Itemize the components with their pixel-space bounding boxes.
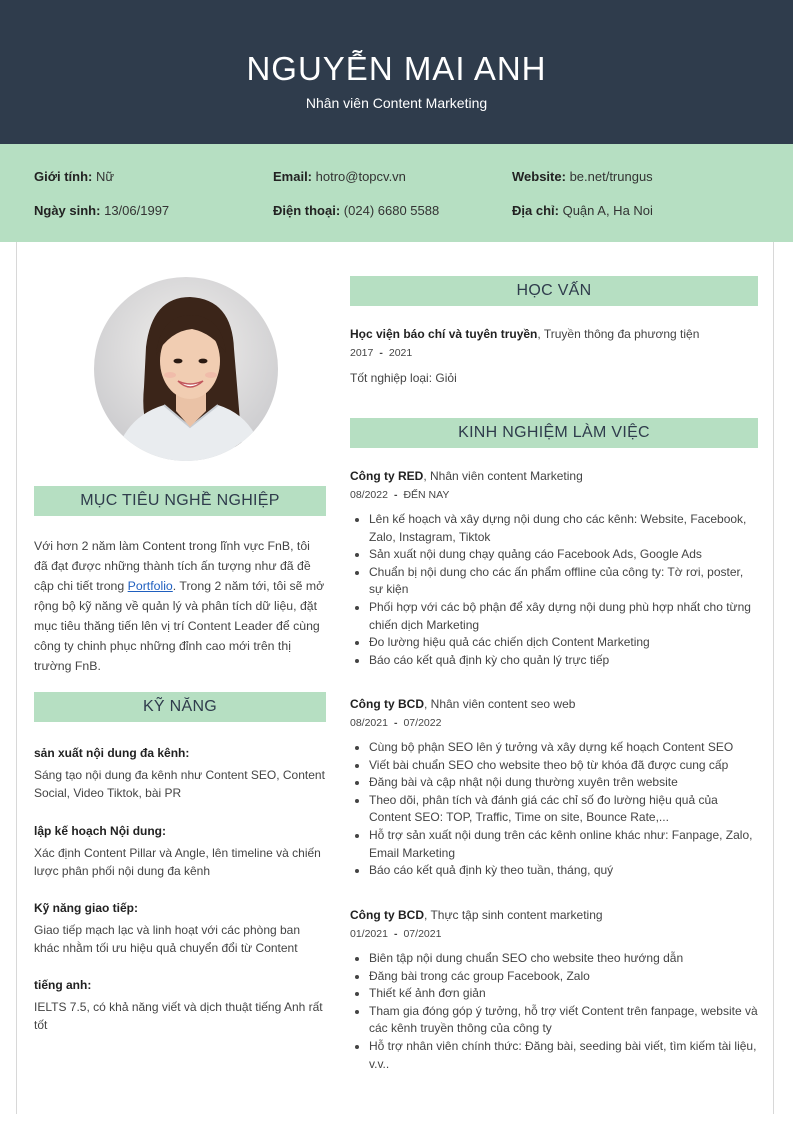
list-item: • Biên tập nội dung chuẩn SEO cho website theo hướng dẫn <box>369 950 760 968</box>
objective-text <box>34 536 326 676</box>
list-item: • Hỗ trợ nhân viên chính thức: Đăng bài, seeding bài viết, tìm kiếm tài liệu, v.v.. <box>369 1038 760 1073</box>
skill-title: Kỹ năng giao tiếp: <box>34 901 139 915</box>
education-entry <box>350 327 760 385</box>
header <box>0 0 793 144</box>
job-position: Nhân viên content Marketing <box>430 469 583 483</box>
phone-value: (024) 6680 5588 <box>343 203 440 218</box>
education-note: Tốt nghiệp loại: Giỏi <box>350 371 457 385</box>
job-entry <box>350 469 760 669</box>
portrait-photo-icon <box>94 277 278 461</box>
job-dates: 08/2021 - 07/2022 <box>350 717 442 729</box>
list-item: • Tham gia đóng góp ý tưởng, hỗ trợ viết Content trên fanpage, website và các kênh truyền thông của công ty <box>369 1003 760 1038</box>
job-bullets <box>350 950 760 1073</box>
list-item: • Viết bài chuẩn SEO cho website theo bộ từ khóa đã được cung cấp <box>369 757 760 775</box>
objective-text-after: . Trong 2 năm tới, tôi sẽ mở rộng bộ kỹ năng về quản lý và phân tích dữ liệu, đặt mục tiêu thăng tiến lên vị trí Content Leader để cùng công ty chinh phục những đỉnh cao mới trên thị trường FnB. <box>34 579 325 673</box>
skill-desc: Giao tiếp mạch lạc và linh hoạt với các phòng ban khác nhằm tối ưu hiệu quả chuyển đổi từ Content <box>34 923 301 955</box>
list-item: • Đo lường hiệu quả các chiến dịch Content Marketing <box>369 634 760 652</box>
job-entry <box>350 697 760 880</box>
address-label: Địa chỉ: <box>512 203 559 218</box>
education-dates: 2017 - 2021 <box>350 347 413 359</box>
email-value: hotro@topcv.vn <box>315 169 406 184</box>
list-item: • Hỗ trợ sản xuất nội dung trên các kênh online khác như: Fanpage, Zalo, Email Marketing <box>369 827 760 862</box>
objective-text-before: Với hơn 2 năm làm Content trong lĩnh vực FnB, tôi đã đạt được những thành tích ấn tượng như đã đề cập chi tiết trong <box>34 539 311 593</box>
skill-desc: Xác định Content Pillar và Angle, lên timeline và chiến lược phân phối nội dung đa kênh <box>34 846 321 878</box>
objective-heading: MỤC TIÊU NGHỀ NGHIỆP <box>34 486 326 516</box>
phone-label: Điện thoại: <box>273 203 341 218</box>
list-item: • Đăng bài trong các group Facebook, Zalo <box>369 968 760 986</box>
job-position: Nhân viên content seo web <box>430 697 576 711</box>
job-bullets <box>350 739 760 880</box>
contact-phone <box>273 202 439 220</box>
job-bullets <box>350 511 760 669</box>
gender-value: Nữ <box>95 169 115 184</box>
skill-item <box>34 899 326 957</box>
skill-desc: IELTS 7.5, có khả năng viết và dịch thuật tiếng Anh rất tốt <box>34 1000 323 1032</box>
job-title-line: Công ty RED, Nhân viên content Marketing <box>350 469 583 483</box>
list-item: • Cùng bộ phận SEO lên ý tưởng và xây dựng kế hoạch Content SEO <box>369 739 760 757</box>
job-dates: 08/2022 - ĐẾN NAY <box>350 489 450 501</box>
website-value: be.net/trungus <box>569 169 653 184</box>
skills-heading: KỸ NĂNG <box>34 692 326 722</box>
contact-band <box>0 144 793 242</box>
education-heading: HỌC VẤN <box>350 276 758 306</box>
website-label: Website: <box>512 169 566 184</box>
contact-website <box>512 168 653 186</box>
contact-address <box>512 202 653 220</box>
job-entry <box>350 908 760 1073</box>
list-item: • Phối hợp với các bộ phận để xây dựng nội dung phù hợp nhất cho từng chiến dịch Marketing <box>369 599 760 634</box>
skill-desc: Sáng tạo nội dung đa kênh như Content SEO, Content Social, Video Tiktok, bài PR <box>34 768 325 800</box>
portfolio-link[interactable]: Portfolio <box>127 579 173 593</box>
contact-gender <box>34 168 114 186</box>
contact-email <box>273 168 406 186</box>
list-item: • Chuẩn bị nội dung cho các ấn phẩm offline của công ty: Tờ rơi, poster, sự kiện <box>369 564 760 599</box>
gender-label: Giới tính: <box>34 169 93 184</box>
major: Truyền thông đa phương tiện <box>543 327 700 341</box>
list-item: • Lên kế hoạch và xây dựng nội dung cho các kênh: Website, Facebook, Zalo, Instagram, Tiktok <box>369 511 760 546</box>
dob-label: Ngày sinh: <box>34 203 101 218</box>
contact-dob <box>34 202 169 220</box>
candidate-name: NGUYỄN MAI ANH <box>246 50 547 87</box>
email-label: Email: <box>273 169 313 184</box>
company-name: Công ty RED <box>350 469 424 483</box>
list-item: • Theo dõi, phân tích và đánh giá các chỉ số đo lường hiệu quả của Content SEO: TOP, Traffic, Time on site, Bounce Rate,... <box>369 792 760 827</box>
avatar <box>94 277 278 461</box>
skill-title: lập kế hoạch Nội dung: <box>34 824 167 838</box>
list-item: • Báo cáo kết quả định kỳ theo tuần, tháng, quý <box>369 862 760 880</box>
skill-item <box>34 822 326 880</box>
education-school-line: Học viện báo chí và tuyên truyền, Truyền thông đa phương tiện <box>350 327 700 341</box>
skill-item <box>34 744 326 802</box>
dob-value: 13/06/1997 <box>104 203 170 218</box>
skill-title: tiếng anh: <box>34 978 92 992</box>
list-item: • Báo cáo kết quả định kỳ cho quản lý trực tiếp <box>369 652 760 670</box>
job-dates: 01/2021 - 07/2021 <box>350 928 442 940</box>
list-item: • Sản xuất nội dung chạy quảng cáo Facebook Ads, Google Ads <box>369 546 760 564</box>
address-value: Quận A, Ha Noi <box>562 203 653 218</box>
job-title-line: Công ty BCD, Nhân viên content seo web <box>350 697 576 711</box>
list-item: • Thiết kế ảnh đơn giản <box>369 985 760 1003</box>
company-name: Công ty BCD <box>350 908 424 922</box>
school-name: Học viện báo chí và tuyên truyền <box>350 327 538 341</box>
experience-heading: KINH NGHIỆM LÀM VIỆC <box>350 418 758 448</box>
job-title-line: Công ty BCD, Thực tập sinh content marketing <box>350 908 603 922</box>
candidate-role: Nhân viên Content Marketing <box>305 95 488 111</box>
skill-title: sản xuất nội dung đa kênh: <box>34 746 190 760</box>
company-name: Công ty BCD <box>350 697 424 711</box>
skill-item <box>34 976 326 1034</box>
job-position: Thực tập sinh content marketing <box>430 908 603 922</box>
list-item: • Đăng bài và cập nhật nội dung thường xuyên trên website <box>369 774 760 792</box>
